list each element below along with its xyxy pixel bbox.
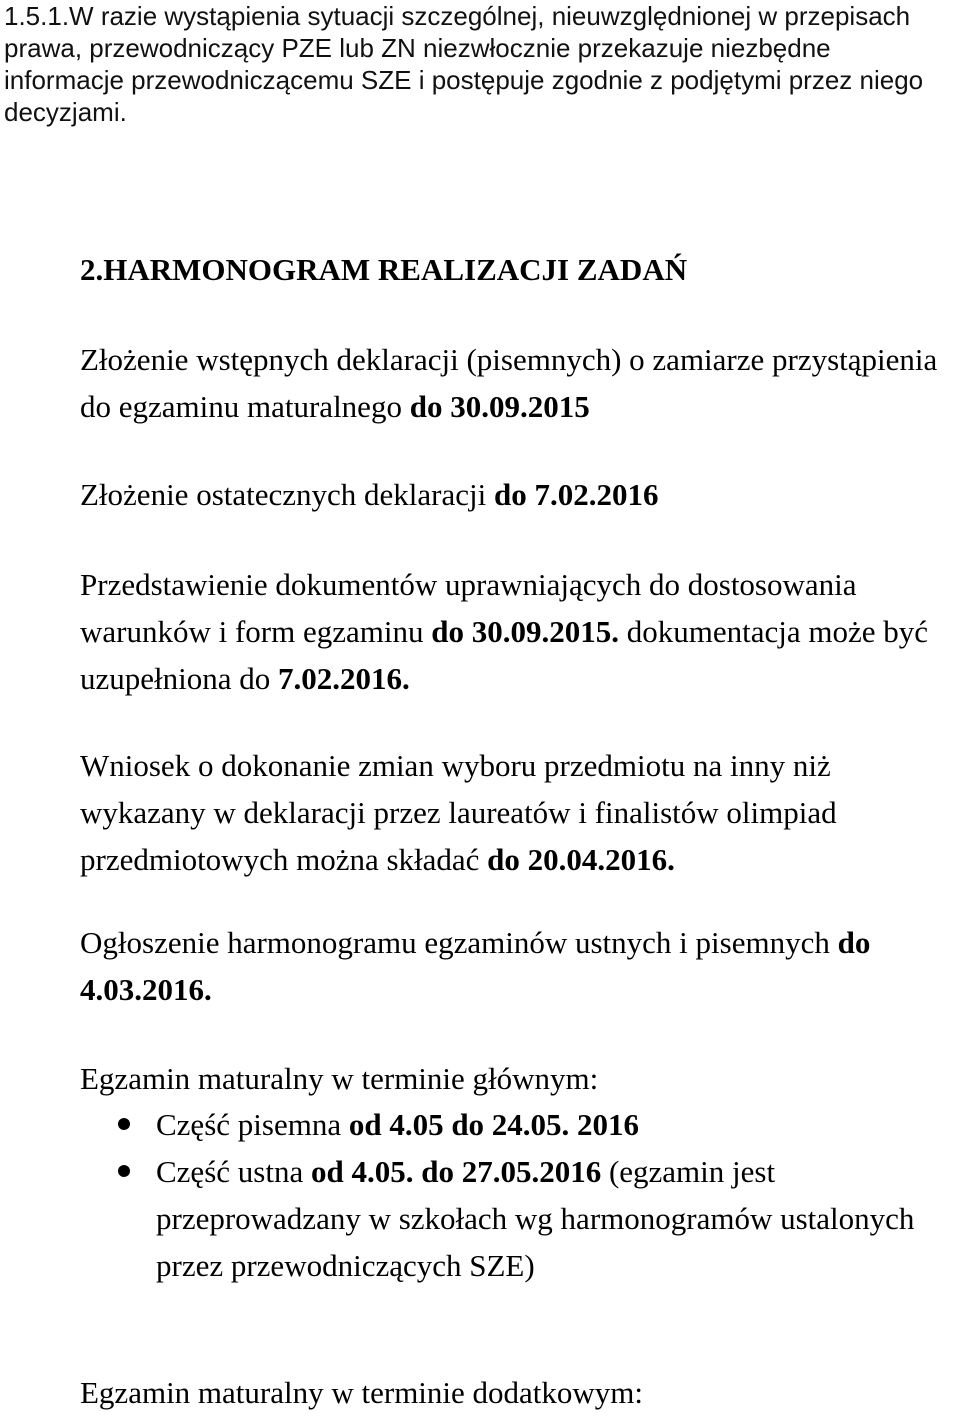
bullet-date: od 4.05 do 24.05. 2016	[348, 1107, 640, 1142]
item-date: do 4.03.2016.	[80, 925, 871, 1007]
item-wniosek	[80, 742, 950, 883]
item-text: Złożenie ostatecznych deklaracji	[80, 477, 494, 512]
item-text: Wniosek o dokonanie zmian wyboru przedmiotu na inny niż wykazany w deklaracji przez laureatów i finalistów olimpiad przedmiotowych można składać	[80, 748, 837, 877]
glowny-title: Egzamin maturalny w terminie głównym:	[80, 1061, 599, 1096]
section-number: 2.	[80, 252, 104, 287]
bullet-label: Część pisemna	[156, 1107, 349, 1142]
item-dokumenty	[80, 561, 950, 702]
bullet-dot-icon	[118, 1165, 130, 1177]
section-heading	[80, 246, 687, 293]
item-date: do 20.04.2016.	[487, 842, 675, 877]
bullet-note: (egzamin jest przeprowadzany w szkołach wg harmonogramów ustalonych przez przewodniczących SZE)	[156, 1154, 915, 1283]
bullet-date: od 4.05. do 27.05.2016	[310, 1154, 602, 1189]
item-date: do 30.09.2015	[409, 389, 590, 424]
dodatkowy-title: Egzamin maturalny w terminie dodatkowym:	[80, 1375, 644, 1410]
item-date-2: 7.02.2016.	[278, 661, 410, 696]
section-title: HARMONOGRAM REALIZACJI ZADAŃ	[103, 252, 688, 287]
item-text: Ogłoszenie harmonogramu egzaminów ustnych i pisemnych	[80, 925, 838, 960]
item-text: Przedstawienie dokumentów uprawniających do dostosowania warunków i form egzaminu	[80, 567, 857, 649]
item-ostateczne-deklaracje	[80, 471, 950, 518]
item-date: do 7.02.2016	[493, 477, 659, 512]
glowny-bullet-list	[80, 1101, 940, 1289]
list-item	[80, 1148, 940, 1289]
bullet-label: Część ustna	[156, 1154, 311, 1189]
intro-paragraph: 1.5.1.W razie wystąpienia sytuacji szczególnej, nieuwzględnionej w przepisach prawa, przewodniczący PZE lub ZN niezwłocznie przekazuje niezbędne informacje przewodniczącemu SZE i postępuje zgodnie z podjętymi przez niego decyzjami.	[4, 1, 924, 127]
item-ogloszenie	[80, 919, 950, 1013]
item-wstepne-deklaracje	[80, 336, 950, 430]
item-text: Złożenie wstępnych deklaracji (pisemnych) o zamiarze przystąpienia do egzaminu maturalnego	[80, 342, 938, 424]
item-date: do 30.09.2015.	[431, 614, 619, 649]
item-text-2: dokumentacja może być uzupełniona do	[80, 614, 929, 696]
list-item	[80, 1101, 940, 1148]
bullet-dot-icon	[118, 1118, 130, 1130]
